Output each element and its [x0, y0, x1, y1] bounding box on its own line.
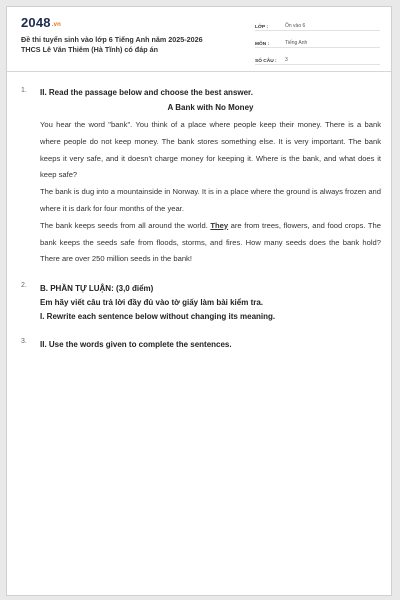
question-title: II. Read the passage below and choose the best answer.: [40, 88, 253, 97]
site-logo[interactable]: [21, 15, 61, 30]
passage-paragraph-1: You hear the word "bank". You think of a place where people keep their money. There is a bank where people do not keep money. The bank stores something else. It is very important. The bank keeps it very safe, and it doesn't charge money for keeping it. Where is the bank, and what does it keep safe?: [40, 120, 381, 180]
passage-title: A Bank with No Money: [167, 103, 254, 112]
question-2: [21, 282, 381, 324]
subject-label: MÔN :: [255, 42, 270, 47]
logo-text: 2048: [21, 15, 51, 30]
passage-paragraph-2: The bank is dug into a mountainside in Norway. It is in a place where the ground is always frozen and where it is dark for four months of the year.: [40, 187, 381, 213]
logo-suffix: .vn: [51, 22, 62, 28]
question-number: 2.: [21, 282, 27, 290]
questions-list: [21, 87, 381, 352]
question-1: [21, 87, 381, 268]
exam-meta: [255, 16, 380, 67]
passage-paragraph-3: [40, 218, 381, 268]
exam-title: [21, 35, 236, 55]
meta-class-row: [255, 16, 380, 31]
worksheet-header: [7, 7, 391, 72]
question-count-label: SỐ CÂU :: [255, 59, 277, 64]
exam-title-line2: THCS Lê Văn Thiêm (Hà Tĩnh) có đáp án: [21, 45, 158, 54]
question-count-value: 3: [285, 57, 288, 63]
class-label: LỚP :: [255, 25, 269, 30]
section-heading: B. PHẦN TỰ LUẬN: (3,0 điểm): [40, 284, 154, 294]
paragraph-3-start: The bank keeps seeds from all around the world.: [40, 220, 211, 230]
underlined-word: They: [210, 220, 229, 230]
subject-value: Tiếng Anh: [285, 40, 308, 46]
paragraph-3-end: are from trees, flowers, and food crops. The bank keeps the seeds safe from floods, storms, and fires. How many seeds does the bank hold? There are over 250 million seeds in the bank!: [40, 220, 381, 264]
task-heading: I. Rewrite each sentence below without changing its meaning.: [40, 312, 276, 322]
worksheet-page: [6, 6, 392, 596]
question-number: 3.: [21, 338, 27, 346]
task-heading: II. Use the words given to complete the sentences.: [40, 340, 232, 350]
exam-title-line1: Đề thi tuyển sinh vào lớp 6 Tiếng Anh năm 2025-2026: [21, 35, 203, 44]
question-3: [21, 338, 381, 352]
class-value: Ôn vào 6: [285, 23, 306, 29]
meta-count-row: [255, 50, 380, 65]
question-number: 1.: [21, 87, 27, 94]
meta-subject-row: [255, 33, 380, 48]
instruction-line: Em hãy viết câu trả lời đầy đủ vào tờ giấy làm bài kiểm tra.: [40, 298, 264, 308]
